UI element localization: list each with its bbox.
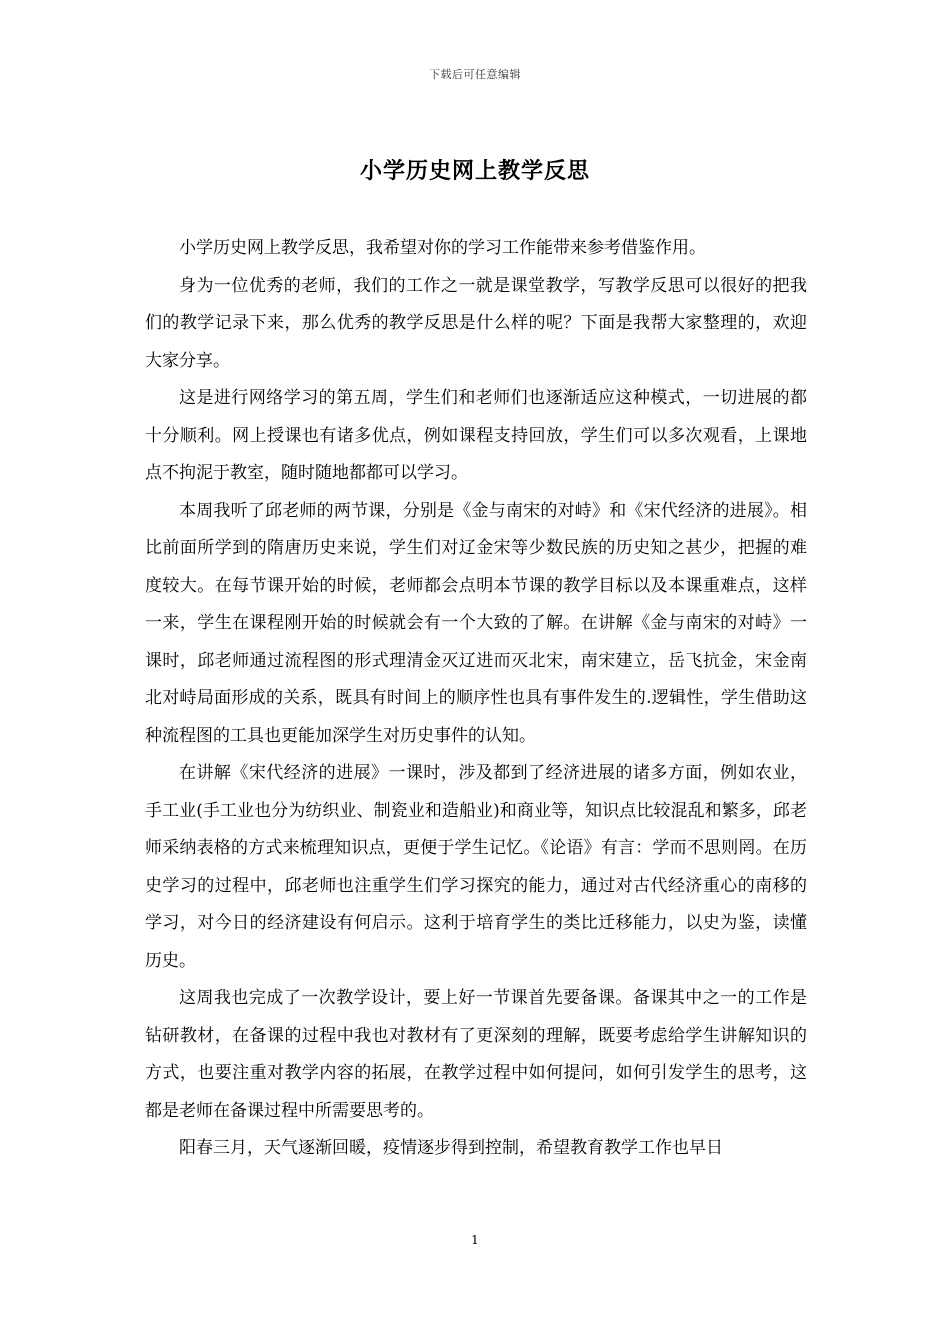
document-body [145, 230, 807, 1168]
paragraph: 阳春三月，天气逐渐回暖，疫情逐步得到控制，希望教育教学工作也早日 [179, 1138, 723, 1158]
paragraph: 这是进行网络学习的第五周，学生们和老师们也逐渐适应这种模式，一切进展的都十分顺利。网上授课也有诸多优点，例如课程支持回放，学生们可以多次观看，上课地点不拘泥于教室，随时随地都都可以学习。 [145, 388, 807, 483]
document-title: 小学历史网上教学反思 [359, 158, 590, 184]
paragraph: 这周我也完成了一次教学设计，要上好一节课首先要备课。备课其中之一的工作是钻研教材，在备课的过程中我也对教材有了更深刻的理解，既要考虑给学生讲解知识的方式，也要注重对教学内容的拓展，在教学过程中如何提问，如何引发学生的思考，这都是老师在备课过程中所需要思考的。 [145, 988, 807, 1121]
paragraph: 本周我听了邱老师的两节课，分别是《金与南宋的对峙》和《宋代经济的进展》。相比前面所学到的隋唐历史来说，学生们对辽金宋等少数民族的历史知之甚少，把握的难度较大。在每节课开始的时候，老师都会点明本节课的教学目标以及本课重难点，这样一来，学生在课程刚开始的时候就会有一个大致的了解。在讲解《金与南宋的对峙》一课时，邱老师通过流程图的形式理清金灭辽进而灭北宋，南宋建立，岳飞抗金，宋金南北对峙局面形成的关系，既具有时间上的顺序性也具有事件发生的.逻辑性，学生借助这种流程图的工具也更能加深学生对历史事件的认知。 [145, 500, 807, 746]
paragraph: 在讲解《宋代经济的进展》一课时，涉及都到了经济进展的诸多方面，例如农业，手工业(手工业也分为纺织业、制瓷业和造船业)和商业等，知识点比较混乱和繁多，邱老师采纳表格的方式来梳理知识点，更便于学生记忆。《论语》有言：学而不思则罔。在历史学习的过程中，邱老师也注重学生们学习探究的能力，通过对古代经济重心的南移的学习，对今日的经济建设有何启示。这利于培育学生的类比迁移能力，以史为鉴，读懂历史。 [145, 763, 807, 971]
paragraph: 身为一位优秀的老师，我们的工作之一就是课堂教学，写教学反思可以很好的把我们的教学记录下来，那么优秀的教学反思是什么样的呢？下面是我帮大家整理的，欢迎大家分享。 [145, 275, 807, 371]
page-number: 1 [471, 1233, 479, 1247]
header-note: 下载后可任意编辑 [429, 68, 521, 81]
paragraph: 小学历史网上教学反思，我希望对你的学习工作能带来参考借鉴作用。 [179, 238, 706, 258]
